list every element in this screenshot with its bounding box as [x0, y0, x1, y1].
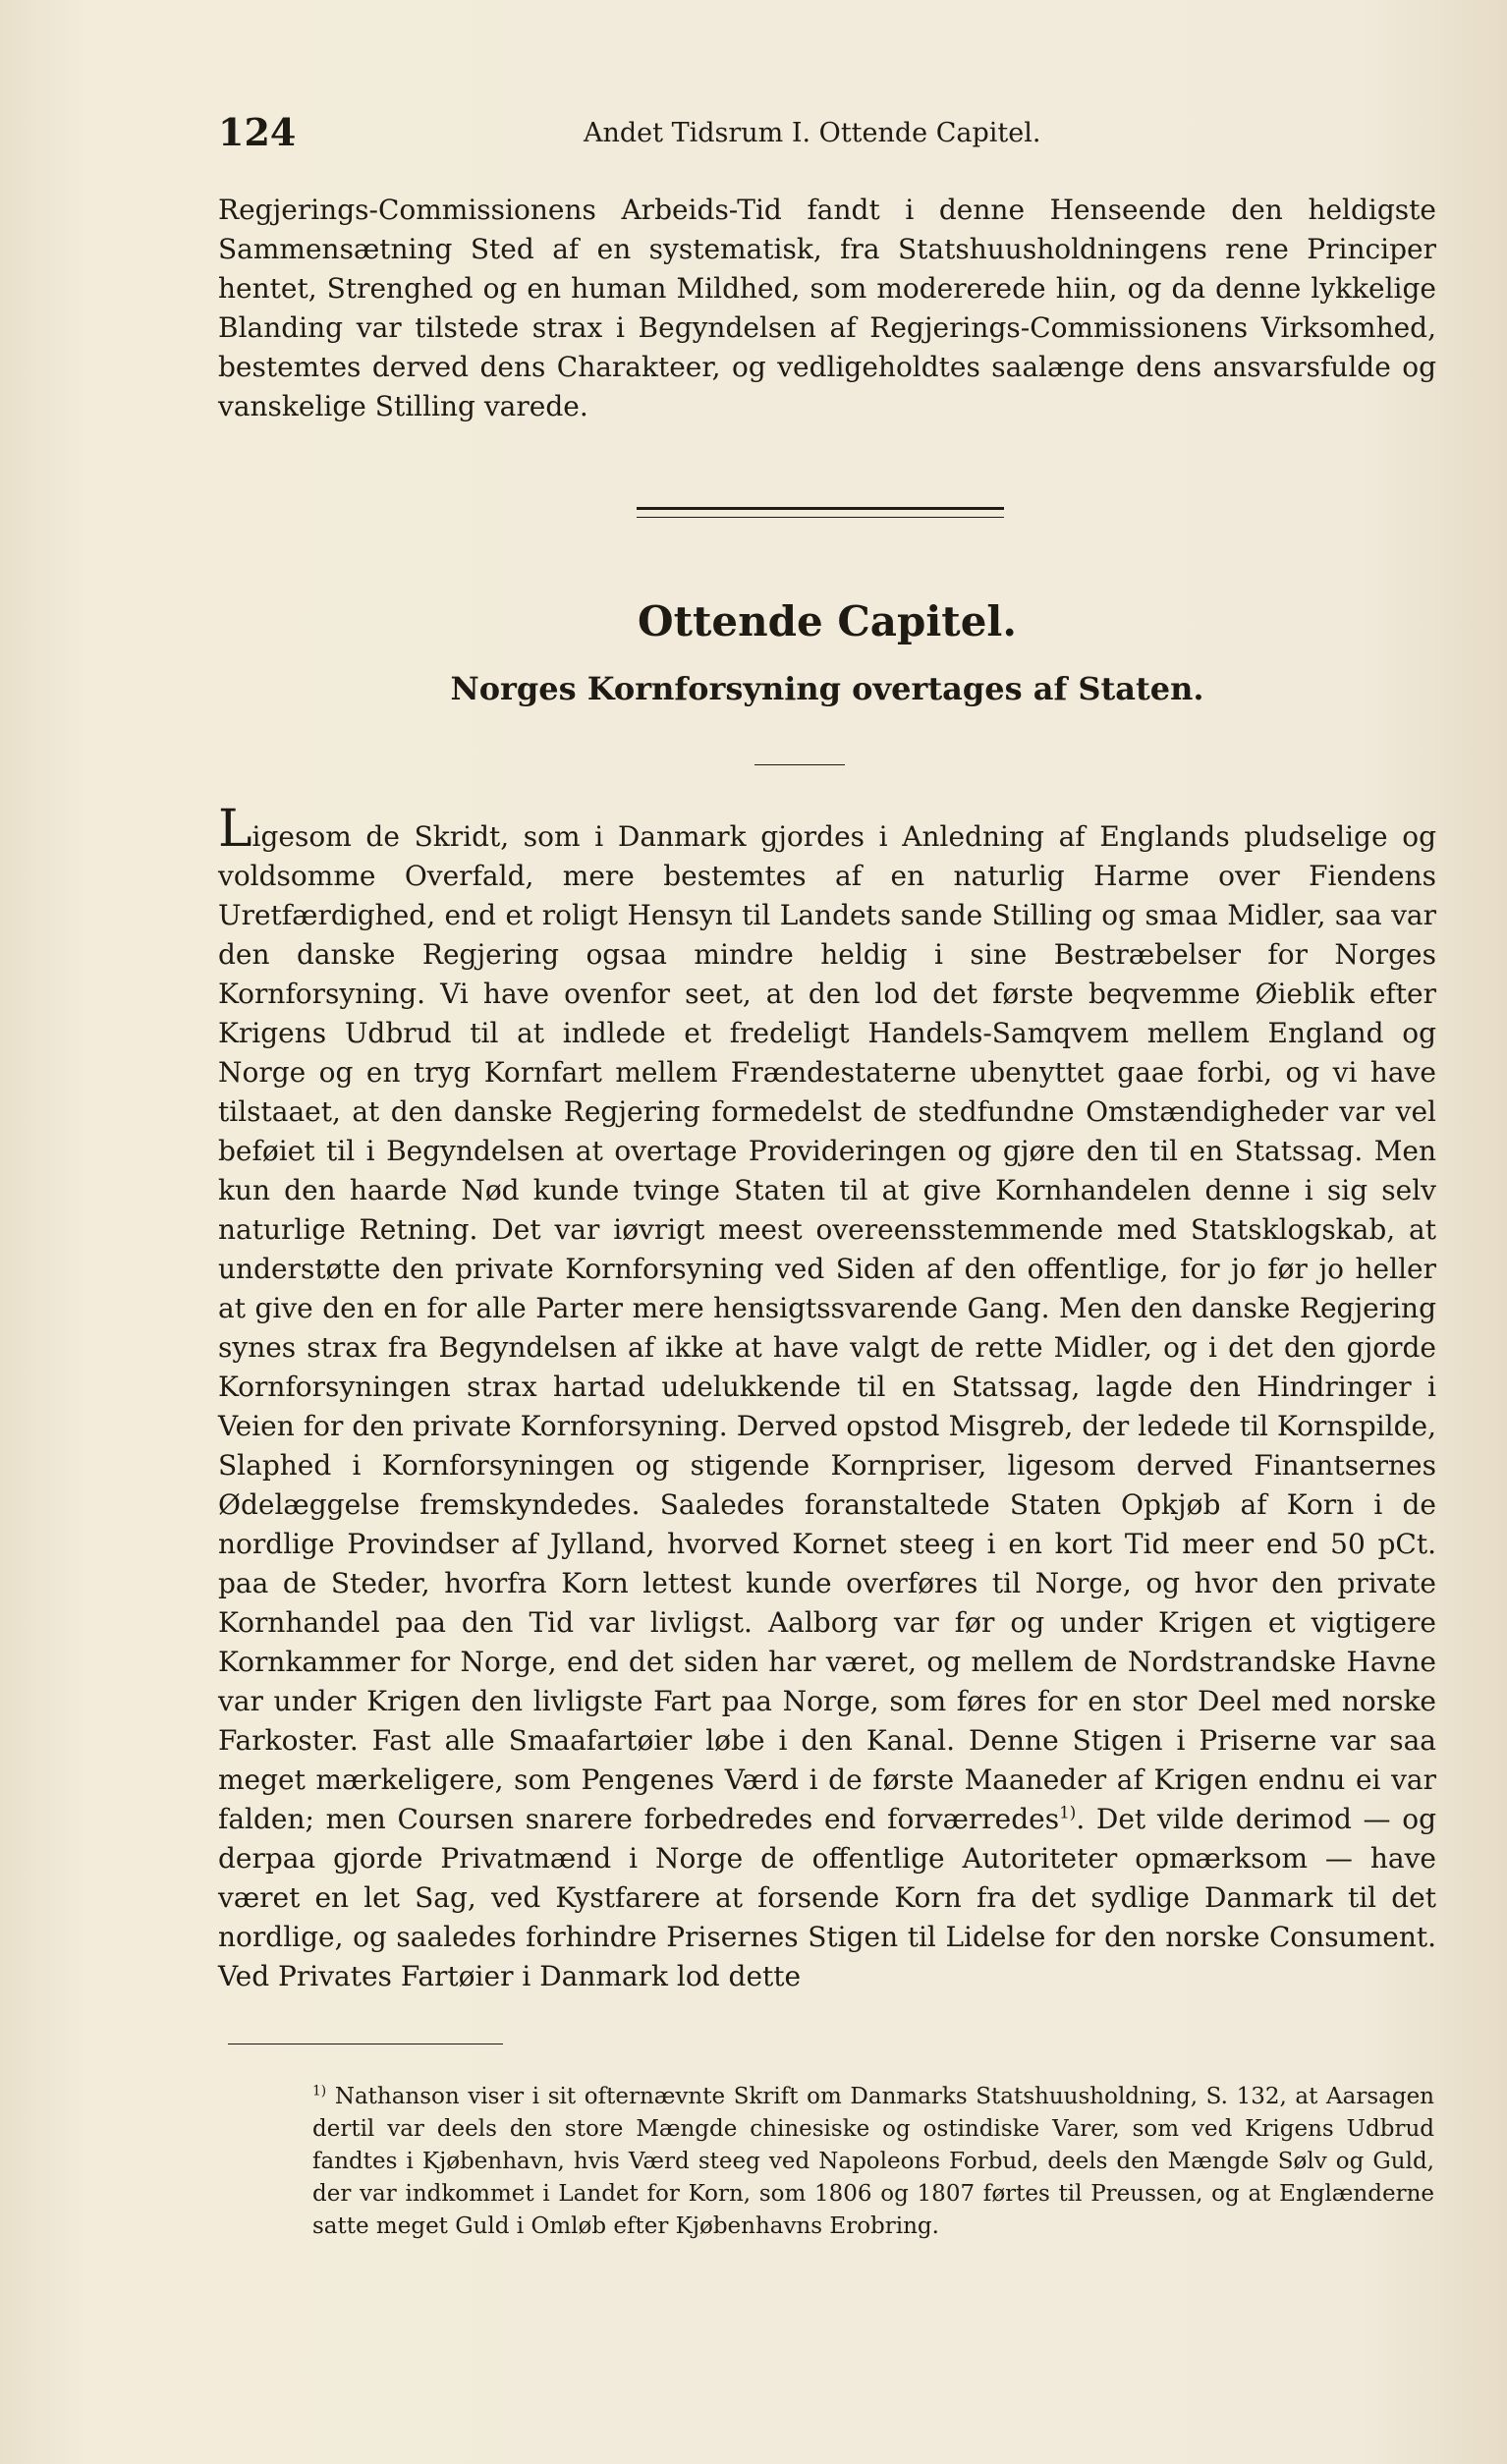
- page-number: 124: [218, 110, 297, 154]
- body-paragraph: [218, 800, 1437, 1996]
- drop-initial: L: [218, 800, 252, 859]
- running-head: [218, 110, 1436, 169]
- footnote-marker: 1): [312, 2083, 327, 2100]
- footnote-paragraph: [312, 2081, 1434, 2243]
- chapter-heading: Ottende Capitel.: [637, 597, 1018, 645]
- body-text-part-1: igesom de Skridt, som i Danmark gjordes i Anledning af Englands pludselige og voldsomme Overfald, mere bestemtes af en naturlig Harme over Fiendens Uretfærdighed, end et roligt Hensyn til Landets sande Stilling og smaa Midler, saa var den danske Regjering ogsaa mindre heldig i sine Bestræbelser for Norges Kornforsyning. Vi have ovenfor seet, at den lod det første beqvemme Øieblik efter Krigens Udbrud til at indlede et fredeligt Handels-Samqvem mellem England og Norge og en tryg Kornfart mellem Frændestaterne ubenyttet gaae forbi, og vi have tilstaaet, at den danske Regjering formedelst de stedfundne Omstændigheder var vel beføiet til i Begyndelsen at overtage Provideringen og gjøre den til en Statssag. Men kun den haarde Nød kunde tvinge Staten til at give Kornhandelen denne i sig selv naturlige Retning. Det var iøvrigt meest overeensstemmende med Statsklogskab, at understøtte den private Kornforsyning ved Siden af den offentlige, for jo før jo heller at give den en for alle Parter mere hensigtssvarende Gang. Men den danske Regjering synes strax fra Begyndelsen af ikke at have valgt de rette Midler, og i det den gjorde Kornforsyningen strax hartad udelukkende til en Statssag, lagde den Hindringer i Veien for den private Kornforsyning. Derved opstod Misgreb, der ledede til Kornspilde, Slaphed i Kornforsyningen og stigende Kornpriser, ligesom derved Finantsernes Ødelæggelse fremskyndedes. Saaledes foranstaltede Staten Opkjøb af Korn i de nordlige Provindser af Jylland, hvorved Kornet steeg i en kort Tid meer end 50 pCt. paa de Steder, hvorfra Korn lettest kunde overføres til Norge, og hvor den private Kornhandel paa den Tid var livligst. Aalborg var før og under Krigen et vigtigere Kornkammer for Norge, end det siden har været, og mellem de Nordstrandske Havne var under Krigen den livligste Fart paa Norge, som føres for en stor Deel med norske Farkoster. Fast alle Smaafartøier løbe i den Kanal. Denne Stigen i Priserne var saa meget mærkeligere, som Pengenes Værd i de første Maaneder af Krigen endnu ei var falden; men Coursen snarere forbedredes end forværredes: [218, 820, 1436, 1835]
- chapter-body: [218, 800, 1437, 1996]
- running-title: Andet Tidsrum I. Ottende Capitel.: [584, 118, 1041, 148]
- continued-paragraph: [218, 191, 1436, 426]
- body-text-part-2: . Det vilde derimod — og derpaa gjorde Privatmænd i Norge de offentlige Autoriteter opmærksom — have været en let Sag, ved Kystfarere at forsende Korn fra det sydlige Danmark til det nordlige, og saaledes forhindre Prisernes Stigen til Lidelse for den norske Consument. Ved Privates Fartøier i Danmark lod dette: [218, 1803, 1437, 1992]
- continued-paragraph-text: Regjerings-Commissionens Arbeids-Tid fandt i denne Henseende den heldigste Sammensætning Sted af en systematisk, fra Statshuusholdningens rene Principer hentet, Strenghed og en human Mildhed, som modererede hiin, og da denne lykkelige Blanding var tilstede strax i Begyndelsen af Regjerings-Commissionens Virksomhed, bestemtes derved dens Charakteer, og vedligeholdtes saalænge dens ansvarsfulde og vanskelige Stilling varede.: [218, 194, 1436, 422]
- section-divider: [637, 507, 1004, 518]
- chapter-subtitle: Norges Kornforsyning overtages af Staten.: [450, 670, 1204, 707]
- footnote-reference: 1): [1059, 1802, 1077, 1822]
- footnote-text: Nathanson viser i sit ofternævnte Skrift om Danmarks Statshuusholdning, S. 132, at Aarsagen dertil var deels den store Mængde chinesiske og ostindiske Varer, som ved Krigens Udbrud fandtes i Kjøbenhavn, hvis Værd steeg ved Napoleons Forbud, deels den Mængde Sølv og Guld, der var indkommet i Landet for Korn, som 1806 og 1807 førtes til Preussen, og at Englænderne satte meget Guld i Omløb efter Kjøbenhavns Erobring.: [312, 2084, 1434, 2239]
- heading-rule: [754, 764, 845, 765]
- footnote: [312, 2081, 1434, 2243]
